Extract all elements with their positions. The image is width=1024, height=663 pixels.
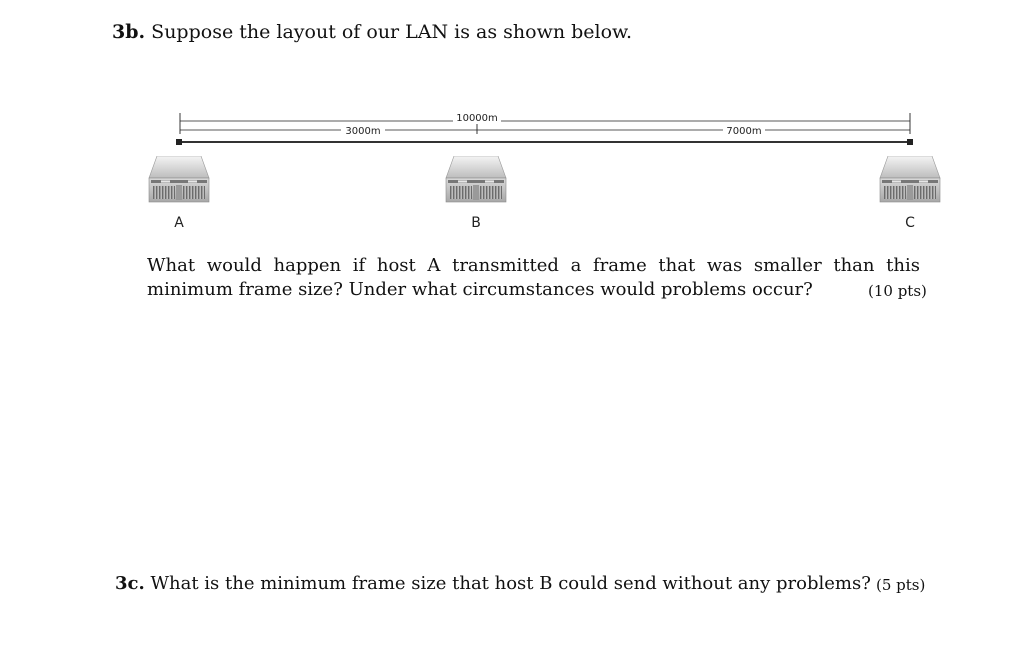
question-3b-label: 3b.: [112, 21, 146, 43]
question-3c-text: What is the minimum frame size that host B could send without any problems?: [150, 573, 871, 594]
dimension-total: [180, 113, 910, 134]
host-b: [446, 156, 506, 231]
ab-distance-label: 3000m: [345, 126, 381, 137]
host-c: [880, 156, 940, 231]
server-icon: [446, 156, 506, 202]
bc-distance-label: 7000m: [726, 126, 762, 137]
question-3b-intro-text: Suppose the layout of our LAN is as shown below.: [151, 21, 633, 43]
question-3c-label: 3c.: [115, 573, 145, 594]
lan-bus-cable: [176, 139, 913, 145]
total-distance-label: 10000m: [456, 113, 498, 124]
question-3c: [115, 573, 871, 594]
host-a: [149, 156, 209, 231]
server-icon: [149, 156, 209, 202]
question-3c-points: (5 pts): [876, 576, 926, 594]
dimension-segments: [180, 124, 910, 137]
host-a-label: A: [174, 215, 184, 231]
server-icon: [880, 156, 940, 202]
question-3b-points: (10 pts): [868, 282, 927, 300]
host-b-label: B: [471, 215, 481, 231]
host-c-label: C: [905, 215, 915, 231]
question-3b-body: What would happen if host A transmitted a frame that was smaller than this minimum frame size? Under what circumstances would problems occur?: [147, 255, 920, 300]
